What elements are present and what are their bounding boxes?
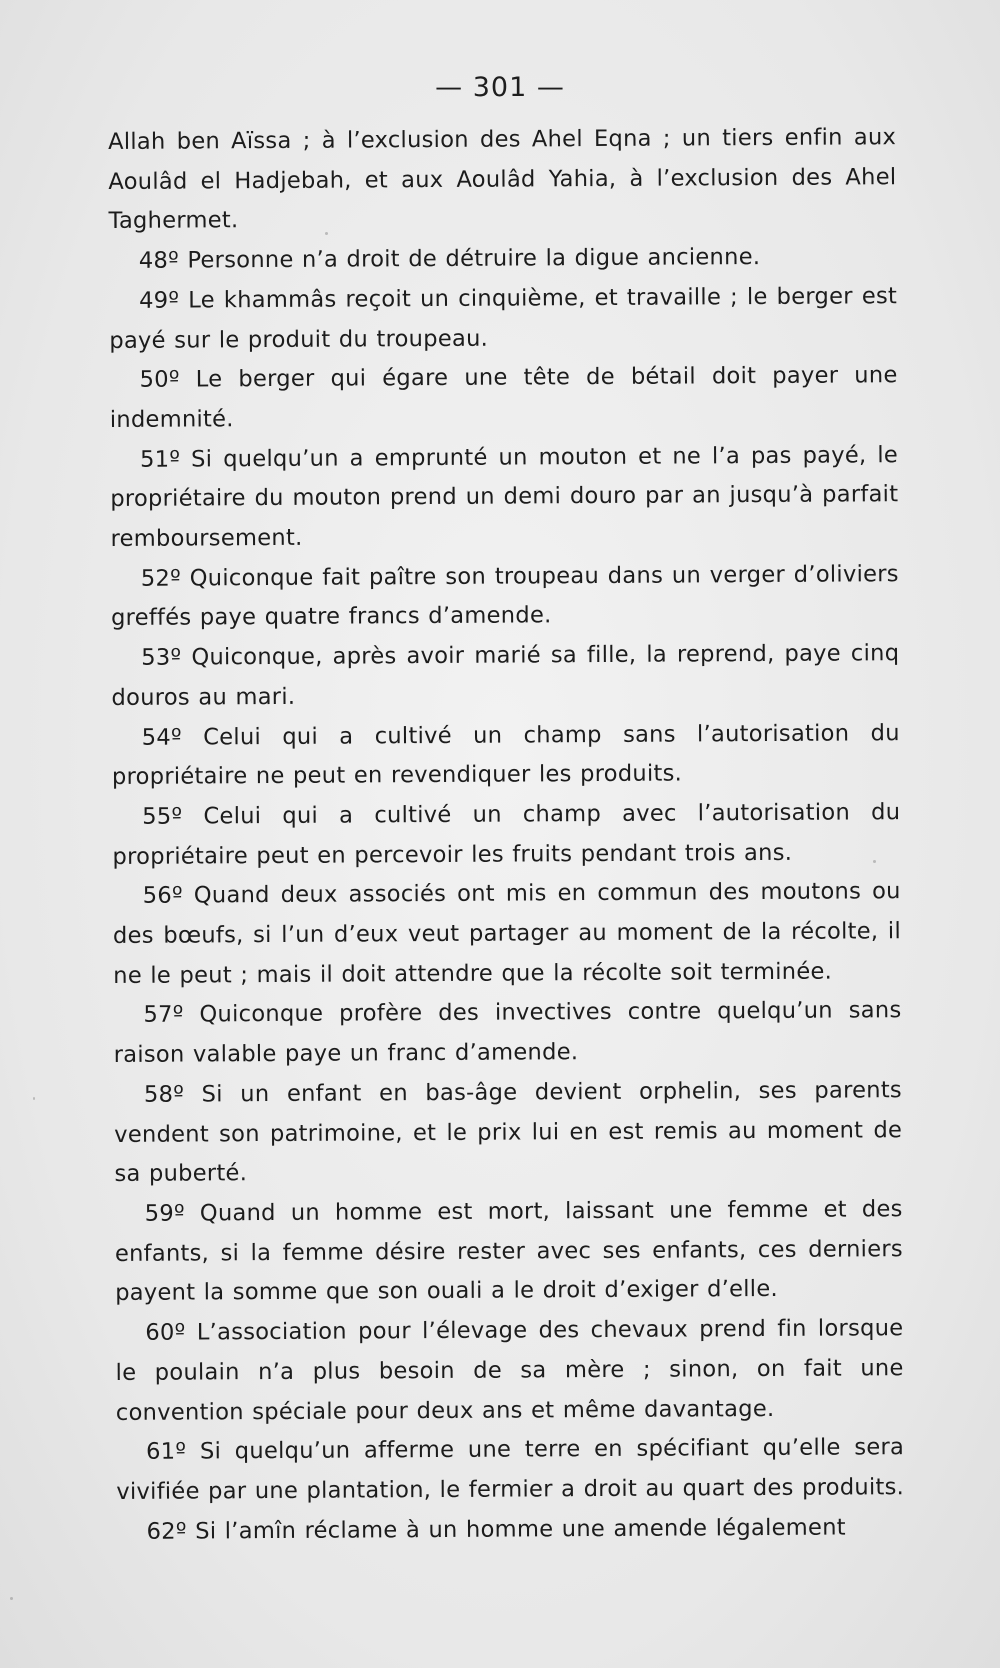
page-number: — 301 — bbox=[435, 72, 565, 103]
article-59: 59º Quand un homme est mort, laissant une femme et des enfants, si la femme désire rester avec ses enfants, ces derniers payent la somme que son ouali a le droit d’exiger d’elle. bbox=[114, 1196, 903, 1307]
article-53: 53º Quiconque, après avoir marié sa fille, la reprend, paye cinq douros au mari. bbox=[111, 640, 900, 711]
article-56: 56º Quand deux associés ont mis en commun des moutons ou des bœufs, si l’un d’eux veut partager au moment de la récolte, il ne le peut ; mais il doit attendre que la récolte soit terminée. bbox=[112, 878, 902, 989]
paper-speck bbox=[873, 860, 876, 863]
article-52: 52º Quiconque fait paître son troupeau dans un verger d’oliviers greffés paye quatre francs d’amende. bbox=[110, 560, 899, 632]
article-49: 49º Le khammâs reçoit un cinquième, et travaille ; le berger est payé sur le produit du troupeau. bbox=[109, 282, 898, 354]
article-58: 58º Si un enfant en bas-âge devient orphelin, ses parents vendent son patrimoine, et le prix lui en est remis au moment de sa puberté. bbox=[114, 1077, 903, 1188]
article-55: 55º Celui qui a cultivé un champ avec l’autorisation du propriétaire peut en percevoir les fruits pendant trois ans. bbox=[112, 799, 901, 870]
paragraph-continuation: Allah ben Aïssa ; à l’exclusion des Ahel Eqna ; un tiers enfin aux Aoulâd el Hadjebah, et aux Aoulâd Yahia, à l’exclusion des Ahel Taghermet. bbox=[108, 124, 897, 235]
paper-speck bbox=[10, 1597, 13, 1600]
article-50: 50º Le berger qui égare une tête de bétail doit payer une indemnité. bbox=[109, 362, 898, 433]
article-54: 54º Celui qui a cultivé un champ sans l’autorisation du propriétaire ne peut en revendiquer les produits. bbox=[111, 719, 900, 791]
article-57: 57º Quiconque profère des invectives contre quelqu’un sans raison valable paye un franc d’amende. bbox=[113, 997, 902, 1069]
article-62: 62º Si l’amîn réclame à un homme une amende légalement bbox=[146, 1514, 846, 1545]
article-60: 60º L’association pour l’élevage des chevaux prend fin lorsque le poulain n’a plus besoin de sa mère ; sinon, on fait une convention spéciale pour deux ans et même davantage. bbox=[115, 1315, 904, 1426]
paper-speck bbox=[325, 232, 328, 235]
article-48: 48º Personne n’a droit de détruire la digue ancienne. bbox=[138, 244, 761, 274]
body-text bbox=[108, 118, 905, 1552]
article-61: 61º Si quelqu’un afferme une terre en spécifiant qu’elle sera vivifiée par une plantation, le fermier a droit au quart des produits. bbox=[116, 1434, 905, 1505]
paper-speck bbox=[33, 1097, 35, 1100]
article-51: 51º Si quelqu’un a emprunté un mouton et ne l’a pas payé, le propriétaire du mouton prend un demi douro par an jusqu’à parfait remboursement. bbox=[110, 441, 899, 553]
